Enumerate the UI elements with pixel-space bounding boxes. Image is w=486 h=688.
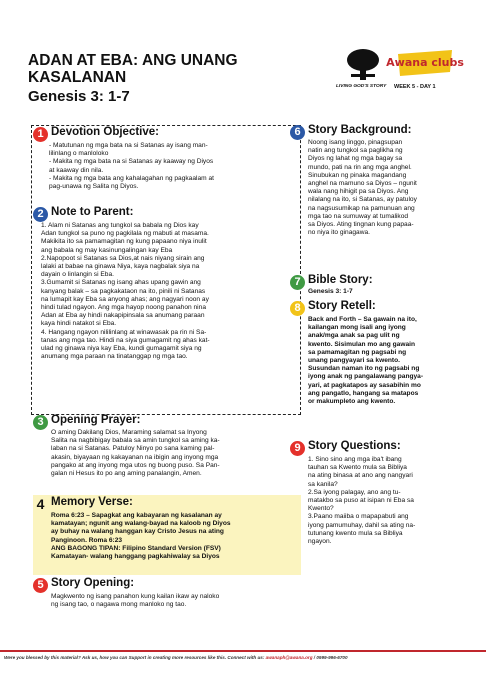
note-to-parent-heading: Note to Parent: [51,206,134,218]
memory-verse-heading: Memory Verse: [51,496,133,508]
section-number-1: 1 [33,127,48,142]
bible-story-body: Genesis 3: 1-7 [308,288,353,295]
story-background-section [290,125,470,255]
awana-logo-text: Awana clubs [386,56,464,69]
story-retell-body: Back and Forth – Sa gawain na ito, kailangan mong isali ang iyong anak/mga anak sa pag ulit ng kwento. Sisimulan mo ang gawain sa pamamagitan ng pagsabi ng unang pangyayari sa kwento. Susundan naman ito ng pagsabi ng iyong anak ng pangalawang pangya- yari, at pagkatapos ay sasabihin mo ang pangatlo, hangang sa matapos or makumpleto ang kwento. [308,316,424,406]
opening-prayer-heading: Opening Prayer: [51,414,141,426]
note-to-parent-body: 1. Alam ni Satanas ang tungkol sa babala ng Dios kay Adan tungkol sa puno ng pagkilala ng mabuti at masama. Makikita ito sa pamamagitan ng kung papaano niya inulit ang babala ng may kasinungalingan kay Eba 2.Napopoot si Satanas sa Dios,at nais niyang sirain ang lalaki at babae na ginawa Niya, kaya nagbalak siya na dayain o linlangin si Eba. 3.Gumamit si Satanas ng isang ahas upang gawin ang kanyang balak – sa pagkakataon na ito, pinili ni Satanas na lumapit kay Eba sa anyong ahas; ang nagyari noon ay hindi tulad ngayon. Ang mga hayop noong panahon nina Adan at Eba ay hindi nakapipinsala sa anumang paraan kaya hindi natakot si Eba. 4. Hangang ngayon nililinlang at winawasak pa rin ni Sa- tanas ang mga tao. Hindi na siya gumagamit ng ahas kat- ulad ng ginawa niya kay Eba, kundi gumagamit siya ng anumang mga paraan na tinatanggap ng mga tao. [41,222,210,361]
section-number-3: 3 [33,415,48,430]
story-retell-section [290,301,470,411]
opening-prayer-section [33,415,303,495]
story-questions-heading: Story Questions: [308,440,401,452]
devotion-objective-heading: Devotion Objective: [51,126,159,138]
living-gods-story-logo [338,48,388,87]
footer [4,655,484,660]
section-number-7: 7 [290,275,305,290]
story-background-body: Noong isang linggo, pinagsupan natin ang tungkol sa paglikha ng Diyos ng lahat ng mga bagay sa mundo, pati na rin ang mga anghel. Sinubukan ng pinaka magandang anghel na mamuno sa Diyos – ngunit wala nang hihigit pa sa Diyos. Ang nilalang na ito, si Satanas, ay patuloy na nagsusumikap na pamunuan ang mga tao na sumuway at tumalikod sa Diyos. Ating tingnan kung papaa- no niya ito ginagawa. [308,139,417,237]
page-title: ADAN AT EBA: ANG UNANG KASALANAN [28,52,238,86]
week-label: WEEK 5 - DAY 1 [394,84,436,90]
footer-phone: / 0999-996-6700 [312,655,348,660]
footer-email-link[interactable]: awanaph@awana.org [265,655,313,660]
scripture-reference: Genesis 3: 1-7 [28,88,130,105]
story-opening-body: Magkwento ng isang panahon kung kailan ikaw ay naloko ng isang tao, o nagawa mong manloko ng tao. [51,593,220,609]
opening-prayer-body: O aming Dakilang Dios, Maraming salamat sa Inyong Salita na nagbibigay babala sa amin tungkol sa aming ka- laban na si Satanas. Patuloy Ninyo po sana kaming pal- akasin, biyayaan ng kakayanan na ibigin ang inyong mga pangako at ang inyong mga utos ng buong puso. Sa Pan- galan ni Hesus ito po ang aming panalangin, Amen. [51,429,220,478]
note-to-parent-section [33,207,303,407]
living-gods-story-text: LIVING GOD'S STORY [336,84,387,89]
section-number-8: 8 [290,301,305,316]
story-opening-heading: Story Opening: [51,577,135,589]
footer-text: Were you blessed by this material? Ask us, how you can Support in creating more resources like this. Connect with us: [4,655,266,660]
story-questions-body: 1. Sino sino ang mga iba't ibang tauhan sa Kwento mula sa Bibliya na ating binasa at ano ang nangyari sa kanila? 2.Sa iyong palagay, ano ang tu- matakbo sa puso at isipan ni Eba sa Kwento? 3.Paano maiiba o mapapabuti ang iyong pamumuhay, dahil sa ating na- tutunang kwento mula sa Bibliya ngayon. [308,456,416,546]
story-background-heading: Story Background: [308,124,412,136]
section-number-4: 4 [33,497,48,512]
bible-story-heading: Bible Story: [308,274,373,286]
section-number-5: 5 [33,578,48,593]
section-number-2: 2 [33,207,48,222]
bible-story-section [290,275,470,301]
awana-clubs-logo [386,48,464,83]
section-number-6: 6 [290,125,305,140]
story-questions-section [290,441,470,551]
memory-verse-body: Roma 6:23 – Sapagkat ang kabayaran ng kasalanan ay kamatayan; ngunit ang walang-bayad na kaloob ng Diyos ay buhay na walang hanggan kay Cristo Jesus na ating Panginoon. Roma 6:23 ANG BAGONG TIPAN: Filipino Standard Version (FSV) Kamatayan- walang hanggang pagkahiwalay sa Diyos [51,512,231,561]
section-number-9: 9 [290,441,305,456]
memory-verse-section [33,497,303,577]
story-opening-section [33,578,303,618]
devotion-objective-body: - Matutunan ng mga bata na si Satanas ay isang man- lilinlang o manloloko - Makita ng mga bata na si Satanas ay kaaway ng Diyos at kaaway din nila. - Makita ng mga bata ang kahalagahan ng pagkaalam at pag-unawa ng Salita ng Diyos. [49,142,214,191]
footer-divider [0,650,486,652]
tree-icon [343,48,383,82]
story-retell-heading: Story Retell: [308,300,376,312]
